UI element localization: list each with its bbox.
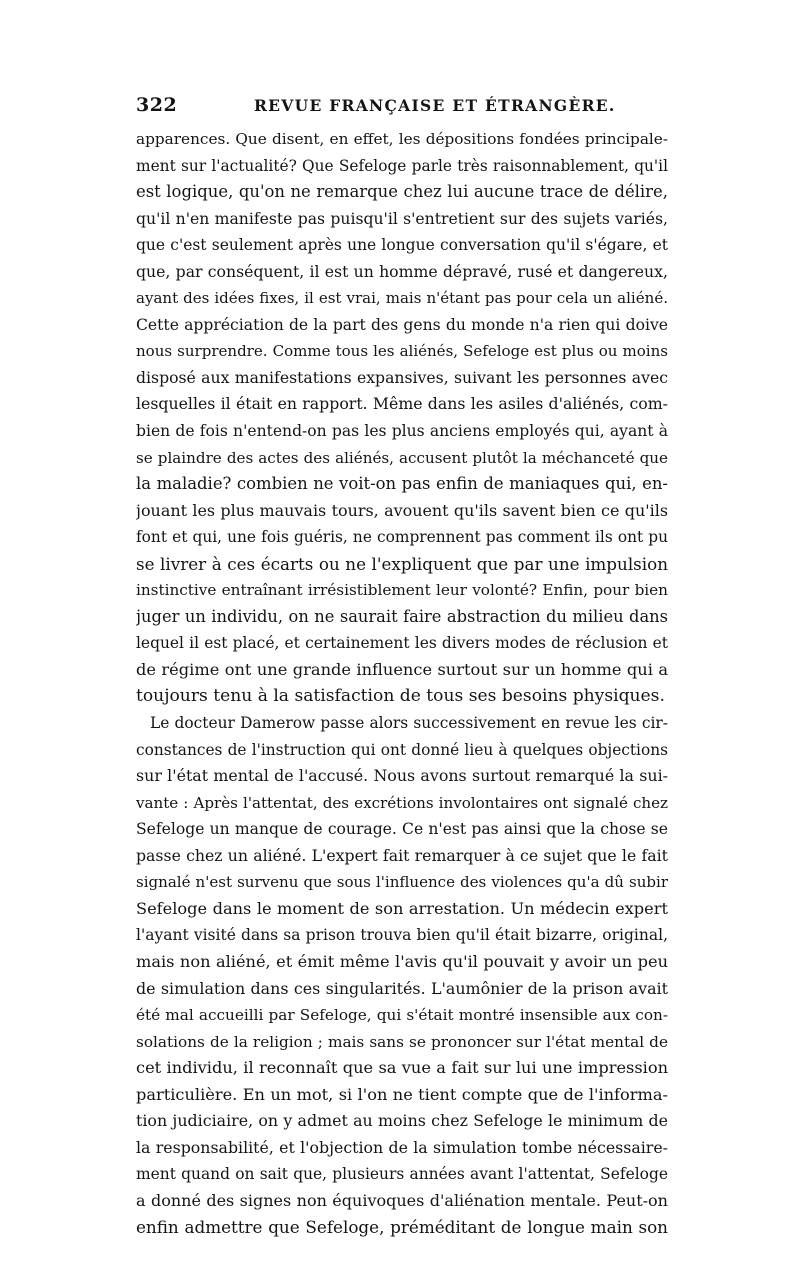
page-number: 322: [136, 94, 178, 116]
text-line: qu'il n'en manifeste pas puisqu'il s'entretient sur des sujets variés,: [136, 208, 668, 228]
text-line: ment quand on sait que, plusieurs années avant l'attentat, Sefeloge: [136, 1165, 668, 1184]
text-line: que c'est seulement après une longue conversation qu'il s'égare, et: [136, 236, 668, 255]
text-line: font et qui, une fois guéris, ne comprennent pas comment ils ont pu: [136, 528, 668, 547]
text-line: Sefeloge dans le moment de son arrestation. Un médecin expert: [136, 898, 668, 918]
text-line: mais non aliéné, et émit même l'avis qu'il pouvait y avoir un peu: [136, 951, 668, 971]
text-line: a donné des signes non équivoques d'aliénation mentale. Peut-on: [136, 1190, 668, 1210]
text-line: particulière. En un mot, si l'on ne tient compte que de l'informa-: [136, 1084, 668, 1104]
text-line: instinctive entraînant irrésistiblement leur volonté? Enfin, pour bien: [136, 581, 668, 600]
text-line: tion judiciaire, on y admet au moins chez Sefeloge le minimum de: [136, 1111, 668, 1131]
text-line: passe chez un aliéné. L'expert fait remarquer à ce sujet que le fait: [136, 845, 668, 865]
text-line: de régime ont une grande influence surtout sur un homme qui a: [136, 659, 668, 679]
text-line: nous surprendre. Comme tous les aliénés, Sefeloge est plus ou moins: [136, 342, 668, 361]
text-line: lequel il est placé, et certainement les divers modes de réclusion et: [136, 634, 668, 653]
text-line: de simulation dans ces singularités. L'aumônier de la prison avait: [136, 978, 668, 998]
text-line: apparences. Que disent, en effet, les dépositions fondées principale-: [136, 130, 668, 148]
text-line: ment sur l'actualité? Que Sefeloge parle très raisonnablement, qu'il: [136, 156, 668, 175]
text-line: la responsabilité, et l'objection de la simulation tombe nécessaire-: [136, 1137, 668, 1157]
text-line: que, par conséquent, il est un homme dépravé, rusé et dangereux,: [136, 261, 668, 281]
running-head: [136, 94, 666, 118]
text-line: cet individu, il reconnaît que sa vue a fait sur lui une impression: [136, 1058, 668, 1078]
text-line: sur l'état mental de l'accusé. Nous avons surtout remarqué la sui-: [136, 766, 668, 786]
text-line: juger un individu, on ne saurait faire abstraction du milieu dans: [136, 606, 668, 626]
text-line: solations de la religion ; mais sans se prononcer sur l'état mental de: [136, 1032, 668, 1051]
text-line: vante : Après l'attentat, des excrétions involontaires ont signalé chez: [136, 793, 668, 812]
text-line: la maladie? combien ne voit-on pas enfin de maniaques qui, en-: [136, 474, 668, 494]
text-line: enfin admettre que Sefeloge, préméditant de longue main son: [136, 1217, 668, 1238]
journal-title: REVUE FRANÇAISE ET ÉTRANGÈRE.: [254, 96, 616, 115]
text-line: Cette appréciation de la part des gens du monde n'a rien qui doive: [136, 315, 668, 334]
text-line: bien de fois n'entend-on pas les plus anciens employés qui, ayant à: [136, 422, 668, 441]
text-line: disposé aux manifestations expansives, suivant les personnes avec: [136, 367, 668, 387]
text-line: lesquelles il était en rapport. Même dans les asiles d'aliénés, com-: [136, 394, 668, 414]
text-line: se livrer à ces écarts ou ne l'expliquent que par une impulsion: [136, 553, 668, 574]
text-line: signalé n'est survenu que sous l'influence des violences qu'a dû subir: [136, 873, 668, 892]
text-line: est logique, qu'on ne remarque chez lui aucune trace de délire,: [136, 182, 668, 202]
text-line: Sefeloge un manque de courage. Ce n'est pas ainsi que la chose se: [136, 820, 668, 839]
text-line: l'ayant visité dans sa prison trouva bien qu'il était bizarre, original,: [136, 926, 668, 945]
text-line: constances de l'instruction qui ont donné lieu à quelques objections: [136, 740, 668, 759]
body-text: [136, 126, 668, 1241]
text-line: ayant des idées fixes, il est vrai, mais n'étant pas pour cela un aliéné.: [136, 289, 668, 308]
text-line: été mal accueilli par Sefeloge, qui s'était montré insensible aux con-: [136, 1006, 668, 1025]
paragraph-end-line: toujours tenu à la satisfaction de tous ses besoins physiques.: [136, 686, 665, 707]
text-line: jouant les plus mauvais tours, avouent qu'ils savent bien ce qu'ils: [136, 500, 668, 520]
text-line: Le docteur Damerow passe alors successivement en revue les cir-: [150, 714, 668, 733]
text-line: se plaindre des actes des aliénés, accusent plutôt la méchanceté que: [136, 448, 668, 467]
